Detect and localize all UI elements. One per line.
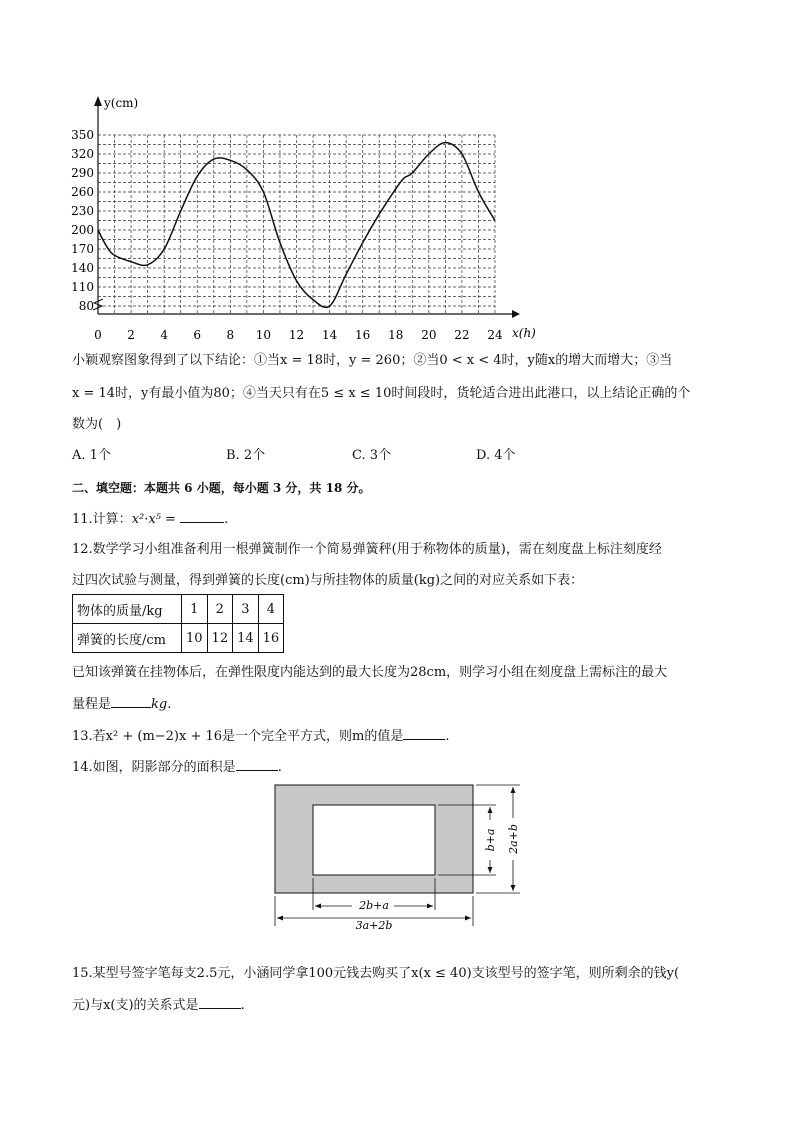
y-tick-label: 170 (71, 242, 94, 256)
choice-d: D. 4个 (476, 448, 516, 463)
q14-suffix: . (277, 760, 282, 775)
q10-line-1: 小颖观察图象得到了以下结论：①当x = 18时，y = 260；②当0 < x < 4时，y随x的增大而增大；③当 (72, 353, 673, 368)
y-tick-label: 260 (71, 185, 94, 199)
y-axis-label: y(cm) (104, 96, 139, 110)
table-cell: 16 (258, 624, 284, 653)
q13-prefix: 13.若x² + (m−2)x + 16是一个完全平方式，则m的值是 (72, 729, 404, 744)
table-row-head: 物体的质量/kg (73, 595, 182, 624)
y-tick-label: 110 (71, 280, 94, 294)
q12-line-4-suffix: kg. (151, 697, 172, 712)
x-tick-label: 22 (454, 328, 470, 342)
x-tick-label: 12 (288, 328, 305, 342)
table-row-head: 弹簧的长度/cm (73, 624, 182, 653)
choice-b: B. 2个 (226, 448, 266, 463)
label-inner-width: 2b+a (359, 899, 389, 912)
table-cell: 1 (182, 595, 208, 624)
q15-answer-blank (199, 996, 241, 1009)
table-cell: 14 (233, 624, 259, 653)
q10-line-2: x = 14时，y有最小值为80；④当天只有在5 ≤ x ≤ 10时间段时，货轮适合进出此港口，以上结论正确的个 (72, 386, 691, 401)
table-cell: 3 (233, 595, 259, 624)
q14-answer-blank (236, 758, 278, 771)
y-tick-label: 230 (71, 204, 94, 218)
q12-line-3: 已知该弹簧在挂物体后，在弹性限度内能达到的最大长度为28cm，则学习小组在刻度盘上需标注的最大 (72, 665, 668, 680)
y-tick-labels (71, 128, 94, 313)
q15-line-2-prefix: 元)与x(支)的关系式是 (72, 998, 199, 1013)
y-tick-label: 80 (78, 299, 94, 313)
q11-prefix: 11.计算： (72, 512, 132, 527)
x-tick-label: 18 (388, 328, 404, 342)
label-inner-height: b+a (484, 828, 497, 852)
x-tick-label: 0 (94, 328, 102, 342)
x-axis-label: x(h) (512, 326, 536, 340)
y-tick-label: 350 (71, 128, 94, 142)
x-tick-label: 2 (127, 328, 135, 342)
x-tick-label: 6 (193, 328, 202, 342)
table-cell: 10 (182, 624, 208, 653)
q13-answer-blank (403, 727, 445, 740)
q12-answer-blank (111, 695, 151, 708)
q13-suffix: . (445, 729, 450, 744)
table-cell: 2 (207, 595, 233, 624)
choice-a: A. 1个 (72, 448, 111, 463)
y-tick-label: 140 (71, 261, 94, 275)
table-row (73, 624, 284, 653)
q15-line-1: 15.某型号签字笔每支2.5元，小涵同学拿100元钱去购买了x(x ≤ 40)支该型号的签字笔，则所剩余的钱y( (72, 966, 680, 981)
q12-line-1: 12.数学学习小组准备利用一根弹簧制作一个简易弹簧秤(用于称物体的质量)，需在刻度盘上标注刻度经 (72, 542, 662, 557)
x-tick-label: 20 (421, 328, 437, 342)
table-cell: 12 (207, 624, 233, 653)
q11-expression: x²·x⁵ = (131, 512, 176, 527)
q11 (72, 510, 228, 529)
q14-figure (268, 780, 530, 930)
q12-table (72, 594, 284, 653)
x-tick-label: 4 (160, 328, 168, 342)
chart-grid (98, 135, 495, 314)
q15-line-2-suffix: . (240, 998, 245, 1013)
x-tick-label: 14 (321, 328, 338, 342)
x-tick-label: 8 (226, 328, 235, 342)
q10-line-3: 数为( ) (72, 417, 122, 432)
section-2-title: 二、填空题：本题共 6 小题，每小题 3 分，共 18 分。 (72, 481, 371, 495)
q14-prefix: 14.如图，阴影部分的面积是 (72, 760, 236, 775)
q11-suffix: . (224, 512, 229, 527)
q11-answer-blank (180, 510, 224, 523)
x-tick-labels (94, 328, 503, 342)
label-outer-width: 3a+2b (355, 919, 393, 932)
q14 (72, 758, 282, 777)
q13 (72, 727, 450, 746)
q12-line-2: 过四次试验与测量，得到弹簧的长度(cm)与所挂物体的质量(kg)之间的对应关系如下表： (72, 573, 584, 588)
x-tick-label: 24 (487, 328, 503, 342)
x-tick-label: 10 (255, 328, 272, 342)
y-tick-label: 320 (71, 147, 94, 161)
y-tick-label: 290 (71, 166, 94, 180)
q12-line-4 (72, 695, 171, 714)
label-outer-height: 2a+b (507, 824, 520, 854)
x-tick-label: 16 (355, 328, 371, 342)
q12-line-4-prefix: 量程是 (72, 697, 112, 712)
y-tick-label: 200 (71, 223, 94, 237)
chart-axes (93, 96, 520, 318)
line-chart (60, 92, 536, 347)
table-cell: 4 (258, 595, 284, 624)
q15-line-2 (72, 996, 245, 1015)
table-row (73, 595, 284, 624)
choice-c: C. 3个 (352, 448, 392, 463)
